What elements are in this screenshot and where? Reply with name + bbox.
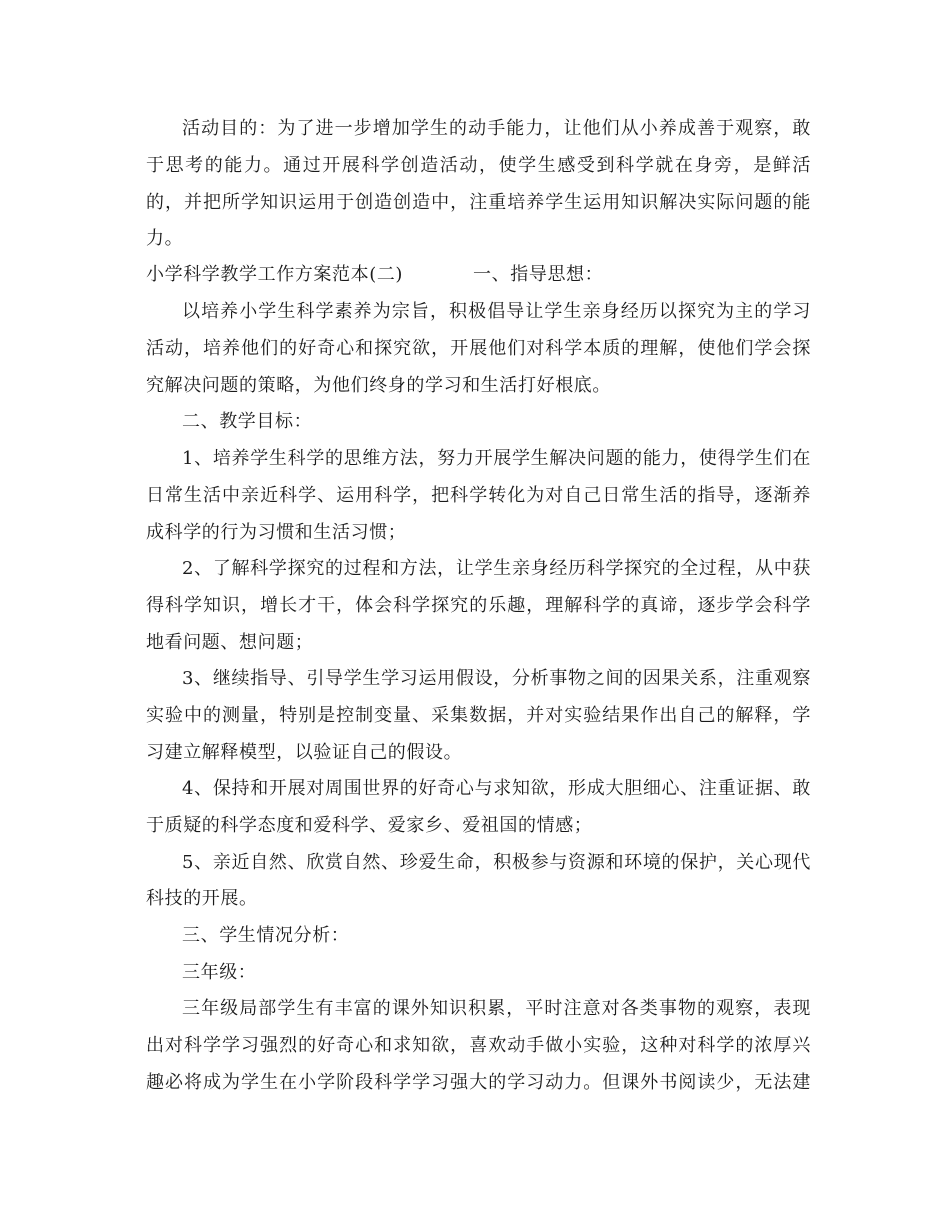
paragraph-line: 1、培养学生科学的思维方法，努力开展学生解决问题的能力，使得学生们在 — [182, 448, 811, 469]
section-heading: 一、指导思想： — [473, 264, 604, 285]
paragraph-line: 趣必将成为学生在小学阶段科学学习强大的学习动力。但课外书阅读少，无法建 — [146, 1072, 811, 1093]
paragraph-line: 习建立解释模型，以验证自己的假设。 — [146, 742, 463, 763]
section-title: 小学科学教学工作方案范本(二) — [146, 264, 404, 285]
paragraph-line: 出对科学学习强烈的好奇心和求知欲，喜欢动手做小实验，这种对科学的浓厚兴 — [146, 1035, 811, 1056]
paragraph-line: 日常生活中亲近科学、运用科学，把科学转化为对自己日常生活的指导，逐渐养 — [146, 485, 811, 506]
heading-line: 二、教学目标： — [182, 411, 313, 432]
paragraph-line: 5、亲近自然、欣赏自然、珍爱生命，积极参与资源和环境的保护，关心现代 — [182, 852, 811, 873]
paragraph-line: 以培养小学生科学素养为宗旨，积极倡导让学生亲身经历以探究为主的学习 — [182, 301, 811, 322]
paragraph-line: 活动目的：为了进一步增加学生的动手能力，让他们从小养成善于观察，敢 — [182, 118, 811, 139]
paragraph-line: 三年级局部学生有丰富的课外知识积累，平时注意对各类事物的观察，表现 — [182, 998, 811, 1019]
paragraph-line: 3、继续指导、引导学生学习运用假设，分析事物之间的因果关系，注重观察 — [182, 668, 811, 689]
heading-line: 三年级： — [182, 962, 257, 983]
paragraph-line: 科技的开展。 — [146, 888, 258, 909]
paragraph-line: 活动，培养他们的好奇心和探究欲，开展他们对科学本质的理解，使他们学会探 — [146, 338, 811, 359]
section-title-line — [146, 264, 811, 286]
paragraph-line: 实验中的测量，特别是控制变量、采集数据，并对实验结果作出自己的解释，学 — [146, 705, 811, 726]
paragraph-line: 2、了解科学探究的过程和方法，让学生亲身经历科学探究的全过程，从中获 — [182, 558, 811, 579]
paragraph-line: 于质疑的科学态度和爱科学、爱家乡、爱祖国的情感； — [146, 815, 593, 836]
paragraph-line: 4、保持和开展对周围世界的好奇心与求知欲，形成大胆细心、注重证据、敢 — [182, 778, 811, 799]
paragraph-line: 于思考的能力。通过开展科学创造活动，使学生感受到科学就在身旁，是鲜活 — [146, 155, 811, 176]
heading-line: 三、学生情况分析： — [182, 925, 350, 946]
paragraph-line: 力。 — [146, 228, 184, 249]
paragraph-line: 的，并把所学知识运用于创造创造中，注重培养学生运用知识解决实际问题的能 — [146, 192, 811, 213]
paragraph-line: 成科学的行为习惯和生活习惯； — [146, 522, 407, 543]
paragraph-line: 得科学知识，增长才干，体会科学探究的乐趣，理解科学的真谛，逐步学会科学 — [146, 595, 811, 616]
paragraph-line: 地看问题、想问题； — [146, 632, 314, 653]
paragraph-line: 究解决问题的策略，为他们终身的学习和生活打好根底。 — [146, 375, 611, 396]
